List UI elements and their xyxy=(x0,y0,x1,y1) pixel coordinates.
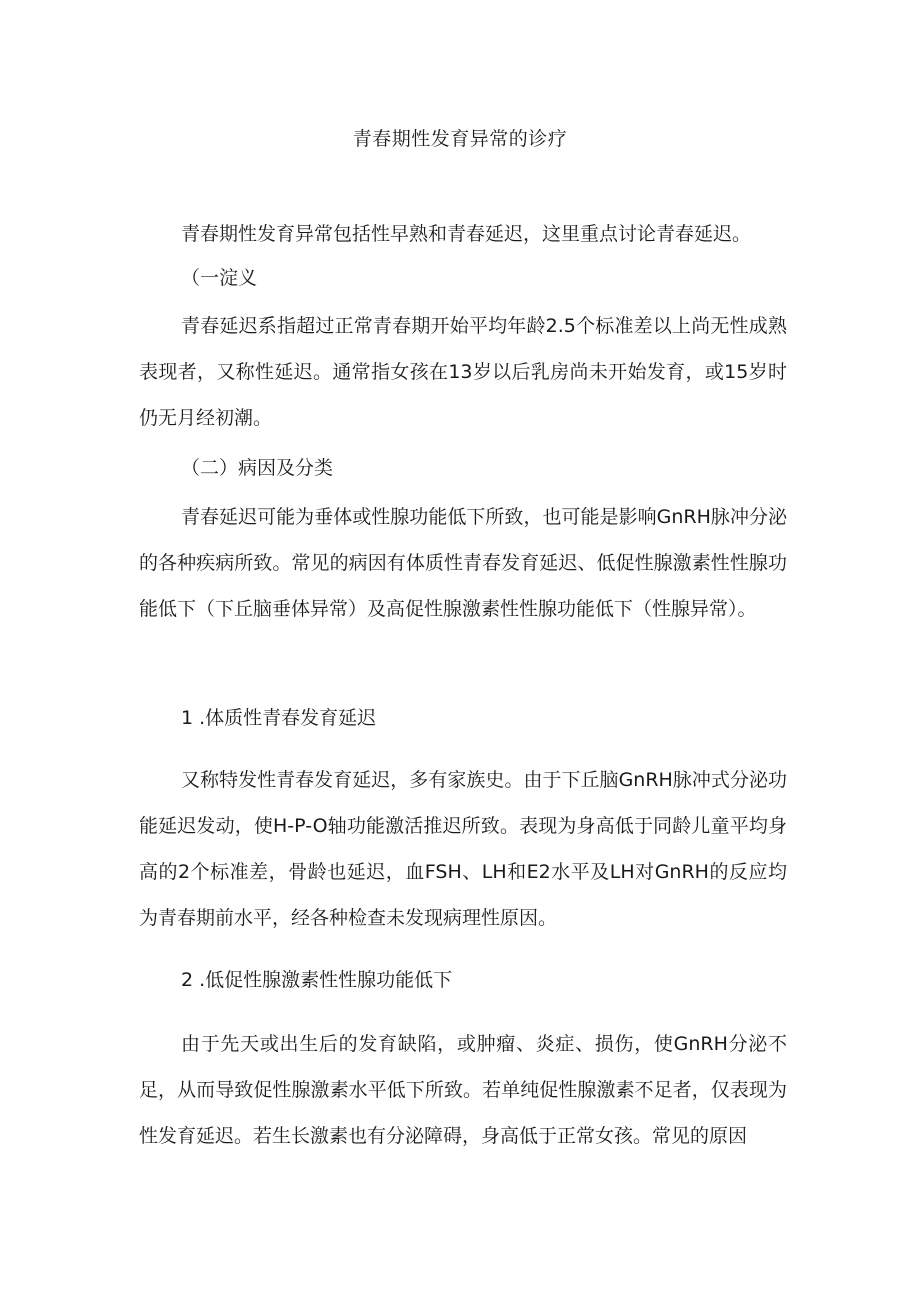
causes-text: 青春延迟可能为垂体或性腺功能低下所致，也可能是影响GnRH脉冲分泌的各种疾病所致。常见的病因有体质性青春发育延迟、低促性腺激素性性腺功能低下（下丘脑垂体异常）及高促性腺激素性性腺功能低下（性腺异常）。 xyxy=(139,506,787,620)
section-heading-definition: （一淀义 xyxy=(181,267,258,289)
definition-paragraph xyxy=(139,303,787,441)
definition-text: 青春延迟系指超过正常青春期开始平均年龄2.5个标准差以上尚无性成熟表现者，又称性延迟。通常指女孩在13岁以后乳房尚未开始发育，或15岁时仍无月经初潮。 xyxy=(139,315,787,429)
item-heading-constitutional: 1 .体质性青春发育延迟 xyxy=(181,707,377,729)
causes-paragraph xyxy=(139,494,787,632)
document-title: 青春期性发育异常的诊疗 xyxy=(352,128,568,150)
intro-text: 青春期性发育异常包括性早熟和青春延迟，这里重点讨论青春延迟。 xyxy=(181,223,752,245)
constitutional-paragraph xyxy=(139,757,787,941)
hypogonadotropic-paragraph xyxy=(139,1021,787,1159)
hypogonadotropic-text: 由于先天或出生后的发育缺陷，或肿瘤、炎症、损伤，使GnRH分泌不足，从而导致促性腺激素水平低下所致。若单纯促性腺激素不足者，仅表现为性发育延迟。若生长激素也有分泌障碍，身高低于正常女孩。常见的原因 xyxy=(139,1033,787,1147)
constitutional-text: 又称特发性青春发育延迟，多有家族史。由于下丘脑GnRH脉冲式分泌功能延迟发动，使H-P-O轴功能激活推迟所致。表现为身高低于同龄儿童平均身高的2个标准差，骨龄也延迟，血FSH、LH和E2水平及LH对GnRH的反应均为青春期前水平，经各种检查未发现病理性原因。 xyxy=(139,769,787,929)
intro-paragraph xyxy=(139,211,787,257)
item-heading-hypogonadotropic: 2 .低促性腺激素性性腺功能低下 xyxy=(181,969,453,991)
section-heading-causes: （二）病因及分类 xyxy=(181,457,334,479)
